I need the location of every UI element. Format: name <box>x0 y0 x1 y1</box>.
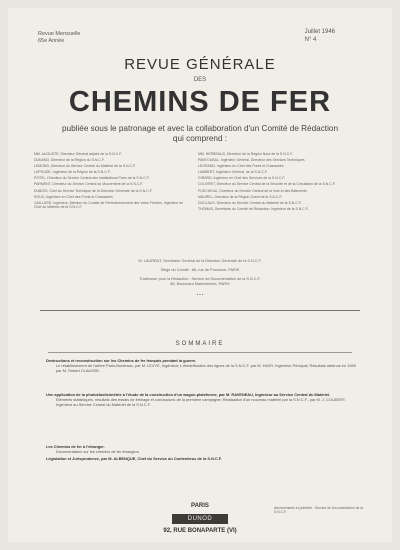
committee-member: LEMOND, Directeur du Service Central du Matériel de la S.N.C.F. <box>34 164 136 169</box>
publisher-logo: DUNOD <box>172 514 228 524</box>
committee-member: DUCLAUX, Directeur du Service Central du Matériel de la S.N.C.F. <box>198 200 302 205</box>
committee-left-column <box>34 152 188 211</box>
toc-entry-title: Les Chemins de fer à l'étranger. <box>46 444 105 449</box>
issue-date: Juillet 1946 <box>304 29 335 35</box>
toc-entry <box>46 358 362 373</box>
frequency: Revue Mensuelle <box>38 31 81 37</box>
committee-member: LAMBERT, Ingénieur Général, de la S.N.C.F. <box>198 170 268 175</box>
publisher-address: 92, RUE BONAPARTE (VI) <box>163 528 237 534</box>
issue-info <box>305 28 335 44</box>
redaction-note: S'adresser pour la Rédaction : Service de Documentation de la S.N.C.F. <box>139 277 261 281</box>
toc-entry <box>46 392 362 407</box>
title-chemins-de-fer: CHEMINS DE FER <box>68 86 332 118</box>
committee-member: MAUREL, Directeur de la Région Ouest de la S.N.C.F. <box>198 194 283 199</box>
year-volume: 65e Année <box>38 38 65 44</box>
toc-entry-detail: Documentation sur les chemins de fer étrangers. <box>56 449 140 454</box>
direction-note: M. LAURENT, Secrétaire Général de la Direction Générale de la S.N.C.F. <box>138 259 262 263</box>
title-revue-generale: REVUE GÉNÉRALE <box>124 56 276 73</box>
committee-member: GIRARD, Ingénieur en Chef des Services de la S.N.C.F. <box>198 176 285 181</box>
subscription-note: Abonnements et publicité : Service de Documentation de la S.N.C.F. <box>274 506 363 515</box>
committee-member: DUBOIS, Chef du Service Technique de la Direction Générale de la S.N.C.F. <box>34 188 153 193</box>
subtitle-line-1: publiée sous le patronage et avec la collaboration d'un Comité de Rédaction <box>61 124 339 133</box>
toc-entry-title: Législation et Jurisprudence, par M. ALBENQUE, Chef du Service du Contentieux de la S.N.C.F. <box>46 456 222 461</box>
committee-right-column <box>198 152 352 213</box>
title-des: DES <box>193 77 207 83</box>
toc-entry-detail: Éléments statistiques, résultats des essais de freinage et conclusions de la première campagne; Réalisation d'un nouveau matériel par la S.N.C.F., par M. J. COUDERT, Ingénieur au Service Central du Matériel de la S.N.C.F. <box>56 397 346 407</box>
toc-entry-detail: Le rétablissement de l'artère Paris-Bordeaux, par M. LEVYE, Ingénieur; L'électrification des lignes de la S.N.C.F. par M. HUBY, Ingénieur Principal; Résultats obtenus en 1945 par M. Robert CLAUSSE. <box>56 363 356 373</box>
redaction-address: 88, Boulevard Malesherbes, PARIS <box>170 282 230 286</box>
sommaire-heading: SOMMAIRE <box>175 341 225 347</box>
publisher-city: PARIS <box>191 503 209 509</box>
toc-entry-title: Une application de la photoélasticimétrie à l'étude de la construction d'un wagon-plateforme, par M. RAVENEAU, Ingénieur au Service Central du Matériel. <box>46 392 331 397</box>
committee-member: LAPOUDE, Ingénieur de la Région de la S.N.C.F. <box>34 170 111 175</box>
committee-member: DUNAND, Directeur de la Région du S.N.C.F. <box>34 158 105 163</box>
committee-member: COUVRET, Directeur du Service Central de la Sécurité et de la Circulation de la S.N.C.F. <box>198 182 336 187</box>
horizontal-rule <box>40 310 360 311</box>
committee-member: MM. HERBEAUX, Directeur de la Région Nord de la S.N.C.F. <box>198 152 293 156</box>
sommaire-rule <box>48 352 352 353</box>
committee-member: POTEL, Directeur du Service Central des Installations Fixes de la S.N.C.F. <box>34 176 150 181</box>
committee-member: LEGRAND, Ingénieur en Chef des Ponts et Chaussées <box>198 164 284 169</box>
publication-info <box>38 31 81 45</box>
toc-entry-title: Destructions et reconstruction sur les Chemins de fer français pendant la guerre. <box>46 358 197 363</box>
subtitle <box>0 124 400 144</box>
toc-entry <box>46 444 362 454</box>
committee-member: GAILLARD, Ingénieur, Membre du Comité de Perfectionnement des Voies Ferrées, Ingénieur en Chef du Matériel de la S.N.C.F. <box>34 200 184 210</box>
toc-entry <box>46 456 362 461</box>
committee-member: PARMENT, Directeur du Service Central du Mouvement de la S.N.C.F. <box>34 182 144 187</box>
issue-number: N° 4 <box>304 37 317 43</box>
committee-member: PANTOUBAL, Ingénieur Général, Directeur des Services Techniques <box>198 158 305 163</box>
committee-member: THOMAS, Secrétaire du Comité de Rédaction, Ingénieur de la S.N.C.F. <box>198 206 309 211</box>
committee-member: PUECHEAU, Directeur du Service Central de la Voie et des Bâtiments <box>198 188 307 193</box>
separator-dots: • • • <box>196 292 204 297</box>
committee-member: MM. AUGUSTE, Directeur Général adjoint de la S.N.C.F. <box>34 152 122 156</box>
committee-member: ROUX, Ingénieur en Chef des Ponts et Chaussées <box>34 194 113 199</box>
siege-note: Siège du Comité : 88, rue de Provence, PARIS <box>160 268 240 272</box>
subtitle-line-2: qui comprend : <box>172 134 228 143</box>
